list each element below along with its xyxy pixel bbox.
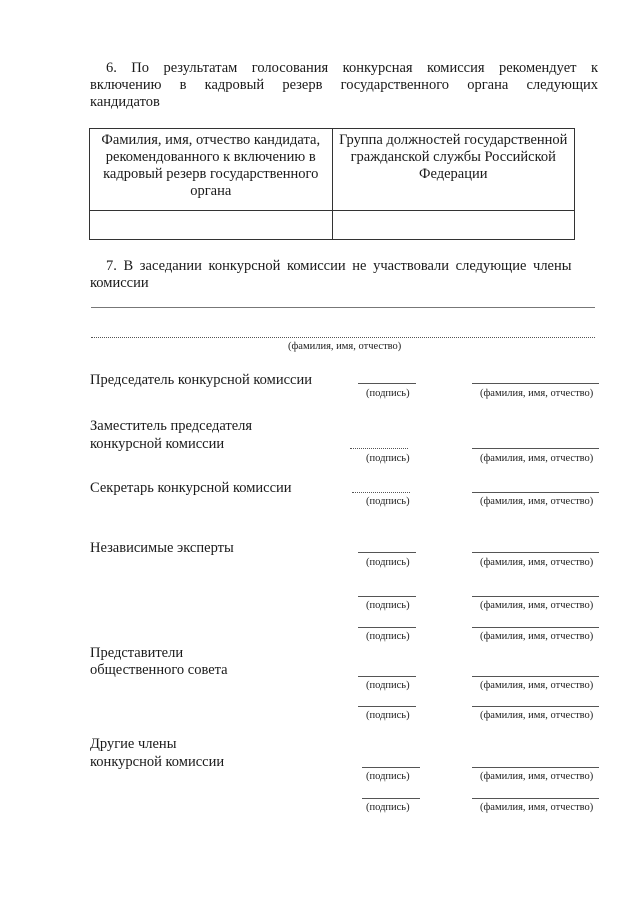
expert-1-name-caption: (фамилия, имя, отчество) (480, 557, 594, 568)
deputy-name-caption: (фамилия, имя, отчество) (480, 453, 594, 464)
expert-2-signature-line[interactable] (358, 596, 416, 597)
section-6-paragraph (90, 60, 598, 111)
section-6-line-2: включению в кадровый резерв государственного органа следующих (90, 77, 598, 93)
other-2-signature-caption: (подпись) (366, 802, 410, 813)
expert-3-name-caption: (фамилия, имя, отчество) (480, 631, 594, 642)
role-experts: Независимые эксперты (90, 540, 234, 556)
public-1-signature-line[interactable] (358, 676, 416, 677)
deputy-signature-caption: (подпись) (366, 453, 410, 464)
role-other-members-line-2: конкурсной комиссии (90, 754, 225, 770)
header-position-group: Группа должностей государственной гражданской службы Российской Федерации (332, 129, 575, 211)
secretary-name-caption: (фамилия, имя, отчество) (480, 496, 594, 507)
table-cell-candidate[interactable] (90, 211, 333, 240)
secretary-name-line[interactable] (472, 492, 599, 493)
section-7-line-2: комиссии (90, 275, 149, 291)
deputy-signature-line[interactable] (350, 448, 408, 449)
candidates-table (89, 128, 575, 240)
other-1-name-caption: (фамилия, имя, отчество) (480, 771, 594, 782)
chairman-name-caption: (фамилия, имя, отчество) (480, 388, 594, 399)
public-2-name-line[interactable] (472, 706, 599, 707)
role-deputy-line-2: конкурсной комиссии (90, 436, 225, 452)
secretary-signature-caption: (подпись) (366, 496, 410, 507)
section-7-line-1: 7. В заседании конкурсной комиссии не участвовали следующие члены (106, 258, 572, 274)
table-row (90, 211, 575, 240)
section-7-paragraph (90, 258, 598, 292)
header-candidate-name: Фамилия, имя, отчество кандидата, рекомендованного к включению в кадровый резерв государственного органа (90, 129, 333, 211)
public-1-signature-caption: (подпись) (366, 680, 410, 691)
other-1-signature-caption: (подпись) (366, 771, 410, 782)
expert-2-name-line[interactable] (472, 596, 599, 597)
chairman-name-line[interactable] (472, 383, 599, 384)
other-2-name-line[interactable] (472, 798, 599, 799)
absent-members-caption: (фамилия, имя, отчество) (288, 341, 402, 352)
role-public-council-line-2: общественного совета (90, 662, 228, 678)
chairman-signature-caption: (подпись) (366, 388, 410, 399)
table-header-row (90, 129, 575, 211)
public-2-signature-line[interactable] (358, 706, 416, 707)
public-1-name-caption: (фамилия, имя, отчество) (480, 680, 594, 691)
other-2-signature-line[interactable] (362, 798, 420, 799)
absent-members-line-2[interactable] (91, 337, 595, 338)
expert-2-signature-caption: (подпись) (366, 600, 410, 611)
role-secretary: Секретарь конкурсной комиссии (90, 480, 292, 496)
public-1-name-line[interactable] (472, 676, 599, 677)
absent-members-line-1[interactable] (91, 307, 595, 308)
table-cell-group[interactable] (332, 211, 575, 240)
deputy-name-line[interactable] (472, 448, 599, 449)
expert-3-name-line[interactable] (472, 627, 599, 628)
other-2-name-caption: (фамилия, имя, отчество) (480, 802, 594, 813)
other-1-name-line[interactable] (472, 767, 599, 768)
public-2-name-caption: (фамилия, имя, отчество) (480, 710, 594, 721)
expert-3-signature-line[interactable] (358, 627, 416, 628)
expert-2-name-caption: (фамилия, имя, отчество) (480, 600, 594, 611)
role-deputy-line-1: Заместитель председателя (90, 418, 253, 434)
section-6-line-3: кандидатов (90, 94, 160, 110)
expert-1-signature-caption: (подпись) (366, 557, 410, 568)
role-chairman: Председатель конкурсной комиссии (90, 372, 312, 388)
expert-1-signature-line[interactable] (358, 552, 416, 553)
secretary-signature-line[interactable] (352, 492, 410, 493)
role-other-members-line-1: Другие члены (90, 736, 177, 752)
public-2-signature-caption: (подпись) (366, 710, 410, 721)
role-public-council-line-1: Представители (90, 645, 184, 661)
section-6-line-1: 6. По результатам голосования конкурсная комиссия рекомендует к (106, 60, 598, 76)
other-1-signature-line[interactable] (362, 767, 420, 768)
expert-1-name-line[interactable] (472, 552, 599, 553)
chairman-signature-line[interactable] (358, 383, 416, 384)
expert-3-signature-caption: (подпись) (366, 631, 410, 642)
